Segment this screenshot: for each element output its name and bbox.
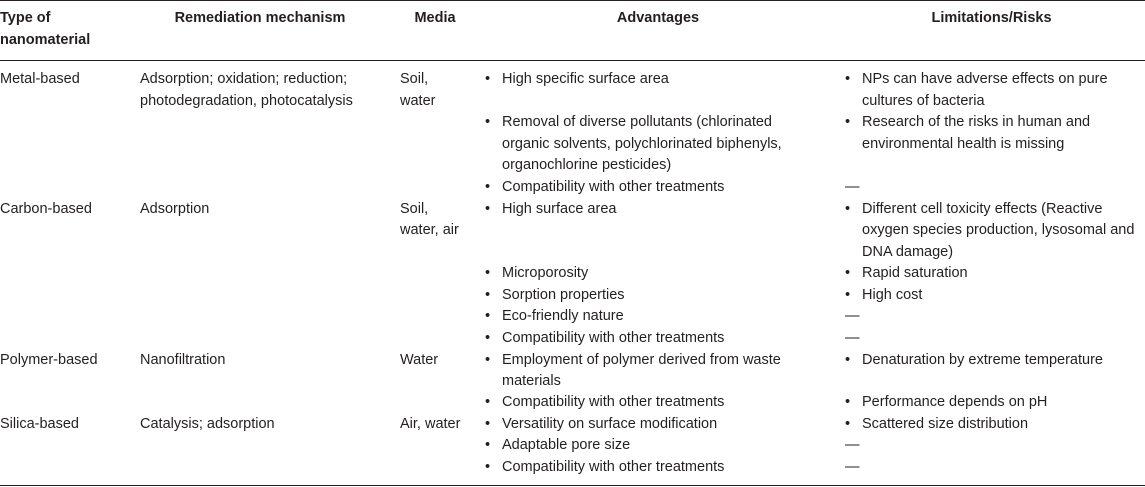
limitation-item: • Scattered size distribution — [862, 414, 1028, 436]
advantage-item: • Adaptable pore size — [502, 435, 630, 457]
header-type-line-2: nanomaterial — [0, 32, 91, 48]
limitation-item: • High cost — [862, 285, 922, 307]
advantage-item: • Removal of diverse pollutants (chlorinated — [502, 112, 772, 134]
row-metal-mechanism-line-2: photodegradation, photocatalysis — [140, 93, 353, 109]
row-silica-media-line-1: Air, water — [400, 416, 461, 432]
advantage-item: • Compatibility with other treatments — [502, 392, 724, 414]
header-media: Media — [414, 10, 456, 26]
row-carbon-type: Carbon-based — [0, 201, 92, 217]
row-polymer-type: Polymer-based — [0, 352, 98, 368]
limitation-item: • Research of the risks in human and — [862, 112, 1090, 134]
row-polymer-media-line-1: Water — [400, 352, 439, 368]
row-carbon-mechanism-line-1: Adsorption — [140, 201, 210, 217]
table-bottom-rule — [0, 485, 1145, 486]
row-metal-media-line-2: water — [400, 93, 436, 109]
row-metal-type: Metal-based — [0, 71, 80, 87]
advantage-item: • High surface area — [502, 199, 616, 221]
limitation-item: • NPs can have adverse effects on pure — [862, 69, 1108, 91]
header-bottom-rule — [0, 60, 1145, 61]
header-advantages: Advantages — [616, 10, 700, 26]
limitation-item: • Denaturation by extreme temperature — [862, 350, 1103, 372]
header-mechanism: Remediation mechanism — [174, 10, 346, 26]
advantage-item: • Employment of polymer derived from waste — [502, 350, 781, 372]
limitation-item: • Different cell toxicity effects (Reactive — [862, 199, 1102, 221]
header-type-line-1: Type of — [0, 10, 51, 26]
limitation-item: • Performance depends on pH — [862, 392, 1047, 414]
limitation-item-continuation: oxygen species production, lysosomal and — [862, 222, 1135, 238]
table-top-rule — [0, 0, 1145, 1]
row-metal-media-line-1: Soil, — [400, 71, 429, 87]
row-silica-mechanism-line-1: Catalysis; adsorption — [140, 416, 275, 432]
row-metal-mechanism-line-1: Adsorption; oxidation; reduction; — [140, 71, 348, 87]
advantage-item: • Compatibility with other treatments — [502, 328, 724, 350]
limitation-empty-dash: — — [845, 437, 860, 453]
limitation-item-continuation: cultures of bacteria — [862, 93, 985, 109]
advantage-item-continuation: organochlorine pesticides) — [502, 157, 672, 173]
advantage-item-continuation: materials — [502, 373, 561, 389]
advantage-item: • Eco-friendly nature — [502, 306, 624, 328]
advantage-item-continuation: organic solvents, polychlorinated biphenyls, — [502, 136, 782, 152]
advantage-item: • High specific surface area — [502, 69, 669, 91]
advantage-item: • Compatibility with other treatments — [502, 457, 724, 479]
row-silica-type: Silica-based — [0, 416, 79, 432]
row-polymer-mechanism-line-1: Nanofiltration — [140, 352, 226, 368]
limitation-empty-dash: — — [845, 330, 860, 346]
limitation-empty-dash: — — [845, 179, 860, 195]
row-carbon-media-line-2: water, air — [400, 222, 459, 238]
advantage-item: • Versatility on surface modification — [502, 414, 717, 436]
limitation-item-continuation: DNA damage) — [862, 244, 954, 260]
advantage-item: • Compatibility with other treatments — [502, 177, 724, 199]
limitation-empty-dash: — — [845, 459, 860, 475]
row-carbon-media-line-1: Soil, — [400, 201, 429, 217]
advantage-item: • Microporosity — [502, 263, 588, 285]
advantage-item: • Sorption properties — [502, 285, 625, 307]
limitation-empty-dash: — — [845, 308, 860, 324]
header-limitations: Limitations/Risks — [931, 10, 1052, 26]
limitation-item: • Rapid saturation — [862, 263, 968, 285]
limitation-item-continuation: environmental health is missing — [862, 136, 1065, 152]
